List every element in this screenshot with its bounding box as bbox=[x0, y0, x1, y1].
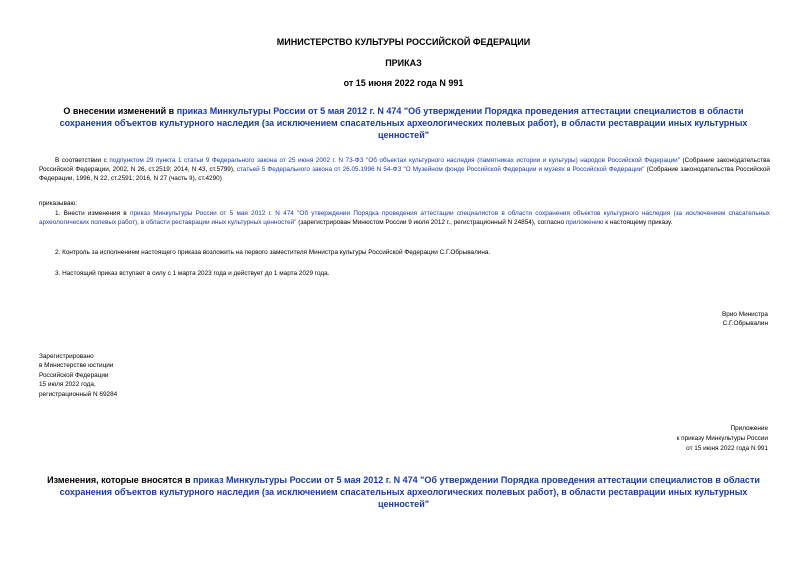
doc-type-heading: ПРИКАЗ bbox=[385, 58, 422, 68]
appendix-line-1: Приложение bbox=[730, 425, 768, 432]
changes-title-prefix: Изменения, которые вносятся в bbox=[47, 475, 193, 485]
appendix-line-3: от 15 июня 2022 года N 991 bbox=[686, 445, 768, 452]
registration-block bbox=[39, 352, 117, 399]
signature-block bbox=[722, 310, 768, 328]
registration-line-2: в Министерстве юстиции bbox=[39, 362, 114, 370]
preamble-text-3: (Собрание законодательства Российской Федерации, 1996, N 22, ст.2591; 2016, N 27 (часть II), ст.4290) bbox=[39, 166, 771, 182]
preamble-paragraph bbox=[39, 156, 770, 183]
ministry-heading: МИНИСТЕРСТВО КУЛЬТУРЫ РОССИЙСКОЙ ФЕДЕРАЦИИ bbox=[276, 37, 531, 47]
item-1-paragraph bbox=[39, 209, 770, 227]
changes-title bbox=[40, 474, 767, 510]
date-number-heading: от 15 июня 2022 года N 991 bbox=[343, 78, 464, 88]
order-title-prefix: О внесении изменений в bbox=[63, 106, 177, 116]
preamble-link-law-73[interactable]: подпунктом 29 пункта 1 статьи 9 Федерального закона от 25 июня 2002 г. N 73-ФЗ "Об объектах культурного наследия (памятниках истории и культуры) народов Российской Федерации" bbox=[109, 157, 680, 164]
item-1-text-1: 1. Внести изменения в bbox=[55, 210, 130, 217]
item-1-link-order[interactable]: приказ Минкультуры России от 5 мая 2012 г. N 474 "Об утверждении Порядка проведения аттестации специалистов в области сохранения объектов культурного наследия (за исключением спасательных археологических полевых работ), в области реставрации иных культурных ценностей" bbox=[39, 210, 770, 226]
registration-line-1: Зарегистрировано bbox=[39, 353, 94, 360]
item-1-text-2: (зарегистрирован Минюстом России 9 июля 2012 г., регистрационный N 24854), согласно bbox=[296, 219, 566, 226]
registration-line-4: 15 июля 2022 года, bbox=[39, 381, 96, 389]
appendix-block bbox=[677, 424, 768, 454]
order-title-link[interactable]: приказ Минкультуры России от 5 мая 2012 г. N 474 "Об утверждении Порядка проведения аттестации специалистов в области сохранения объектов культурного наследия (за исключением спасательных археологических полевых работ), в области реставрации иных культурных ценностей" bbox=[59, 106, 748, 140]
preamble-link-law-54[interactable]: статьей 5 Федерального закона от 26.05.1996 N 54-ФЗ "О Музейном фонде Российской Федерации и музеях в Российской Федерации" bbox=[236, 166, 645, 173]
appendix-line-2: к приказу Минкультуры России bbox=[676, 435, 768, 442]
signature-position: Врио Министра bbox=[722, 311, 768, 318]
item-3-paragraph: 3. Настоящий приказ вступает в силу с 1 марта 2023 года и действует до 1 марта 2029 года. bbox=[55, 270, 330, 277]
item-2-paragraph: 2. Контроль за исполнением настоящего приказа возложить на первого заместителя Министра культуры Российской Федерации С.Г.Обрывалина. bbox=[55, 249, 491, 256]
registration-line-3: Российской Федерации bbox=[39, 371, 109, 379]
order-title bbox=[40, 105, 767, 141]
signature-name: С.Г.Обрывалин bbox=[722, 320, 768, 327]
item-1-link-appendix[interactable]: приложению bbox=[565, 219, 604, 226]
preamble-text-1: В соответствии с bbox=[55, 157, 110, 164]
preamble-text-2: (Собрание законодательства Российской Федерации, 2002, N 26, ст.2519; 2014, N 43, ст.5799), bbox=[39, 157, 770, 173]
item-1-text-3: к настоящему приказу. bbox=[603, 219, 673, 226]
changes-title-link[interactable]: приказ Минкультуры России от 5 мая 2012 г. N 474 "Об утверждении Порядка проведения аттестации специалистов в области сохранения объектов культурного наследия (за исключением спасательных археологических полевых работ), в области реставрации иных культурных ценностей" bbox=[59, 475, 760, 509]
orders-label: приказываю: bbox=[39, 200, 77, 207]
registration-line-5: регистрационный N 69284 bbox=[39, 390, 118, 398]
